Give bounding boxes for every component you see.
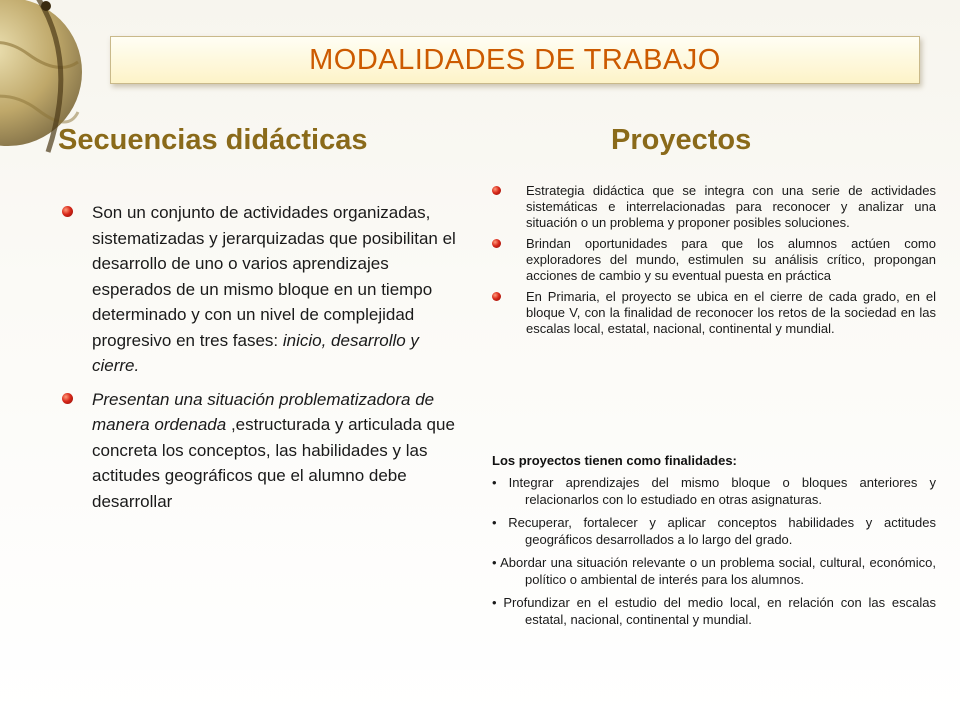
list-item: [492, 289, 936, 337]
bullet-icon: [492, 292, 501, 301]
title-banner: [110, 36, 920, 84]
item-text: Son un conjunto de actividades organizadas, sistematizadas y jerarquizadas que posibilitan el desarrollo de uno o varios aprendizajes esperados de un mismo bloque en un tiempo determinado y con un nivel de complejidad progresivo en tres fases:: [92, 203, 456, 350]
bullet-icon: [62, 206, 73, 217]
secuencias-list: [62, 200, 467, 522]
slide-title: MODALIDADES DE TRABAJO: [309, 43, 721, 76]
item-emphasis: Presentan una situación problematizadora de manera ordenada: [92, 389, 435, 434]
item-text: ,estructurada y articulada que concreta los conceptos, las habilidades y las actitudes geográficos que el alumno debe desarrollar: [92, 415, 455, 511]
item-emphasis: inicio, desarrollo y cierre.: [92, 330, 419, 375]
proyectos-list: [492, 183, 936, 342]
item-text: Brindan oportunidades para que los alumnos actúen como exploradores del mundo, estimulen su análisis crítico, propongan acciones de cambio y su eventual puesta en práctica: [526, 236, 936, 283]
list-item: [62, 387, 467, 515]
finalidades-list: [492, 475, 936, 635]
bullet-icon: [62, 393, 73, 404]
list-item: • Profundizar en el estudio del medio local, en relación con las escalas estatal, nacional, continental y mundial.: [492, 595, 936, 627]
list-item: • Integrar aprendizajes del mismo bloque o bloques anteriores y relacionarlos con lo estudiado en otras asignaturas.: [492, 475, 936, 507]
item-text: Estrategia didáctica que se integra con una serie de actividades sistemáticas e interrelacionadas para reconocer y analizar una situación o un problema y proponer posibles soluciones.: [526, 183, 936, 230]
finalidades-title: Los proyectos tienen como finalidades:: [492, 453, 737, 468]
bullet-icon: [492, 239, 501, 248]
list-item: [492, 236, 936, 284]
item-text: En Primaria, el proyecto se ubica en el cierre de cada grado, en el bloque V, con la finalidad de reconocer los retos de la sociedad en las escalas local, estatal, nacional, continental y mundial.: [526, 289, 936, 336]
list-item: • Recuperar, fortalecer y aplicar conceptos habilidades y actitudes geográficos desarrollados a lo largo del grado.: [492, 515, 936, 547]
heading-secuencias: Secuencias didácticas: [58, 124, 368, 156]
bullet-icon: [492, 186, 501, 195]
heading-proyectos: Proyectos: [611, 124, 752, 156]
list-item: [62, 200, 467, 379]
list-item: [492, 183, 936, 231]
list-item: • Abordar una situación relevante o un problema social, cultural, económico, político o ambiental de interés para los alumnos.: [492, 555, 936, 587]
